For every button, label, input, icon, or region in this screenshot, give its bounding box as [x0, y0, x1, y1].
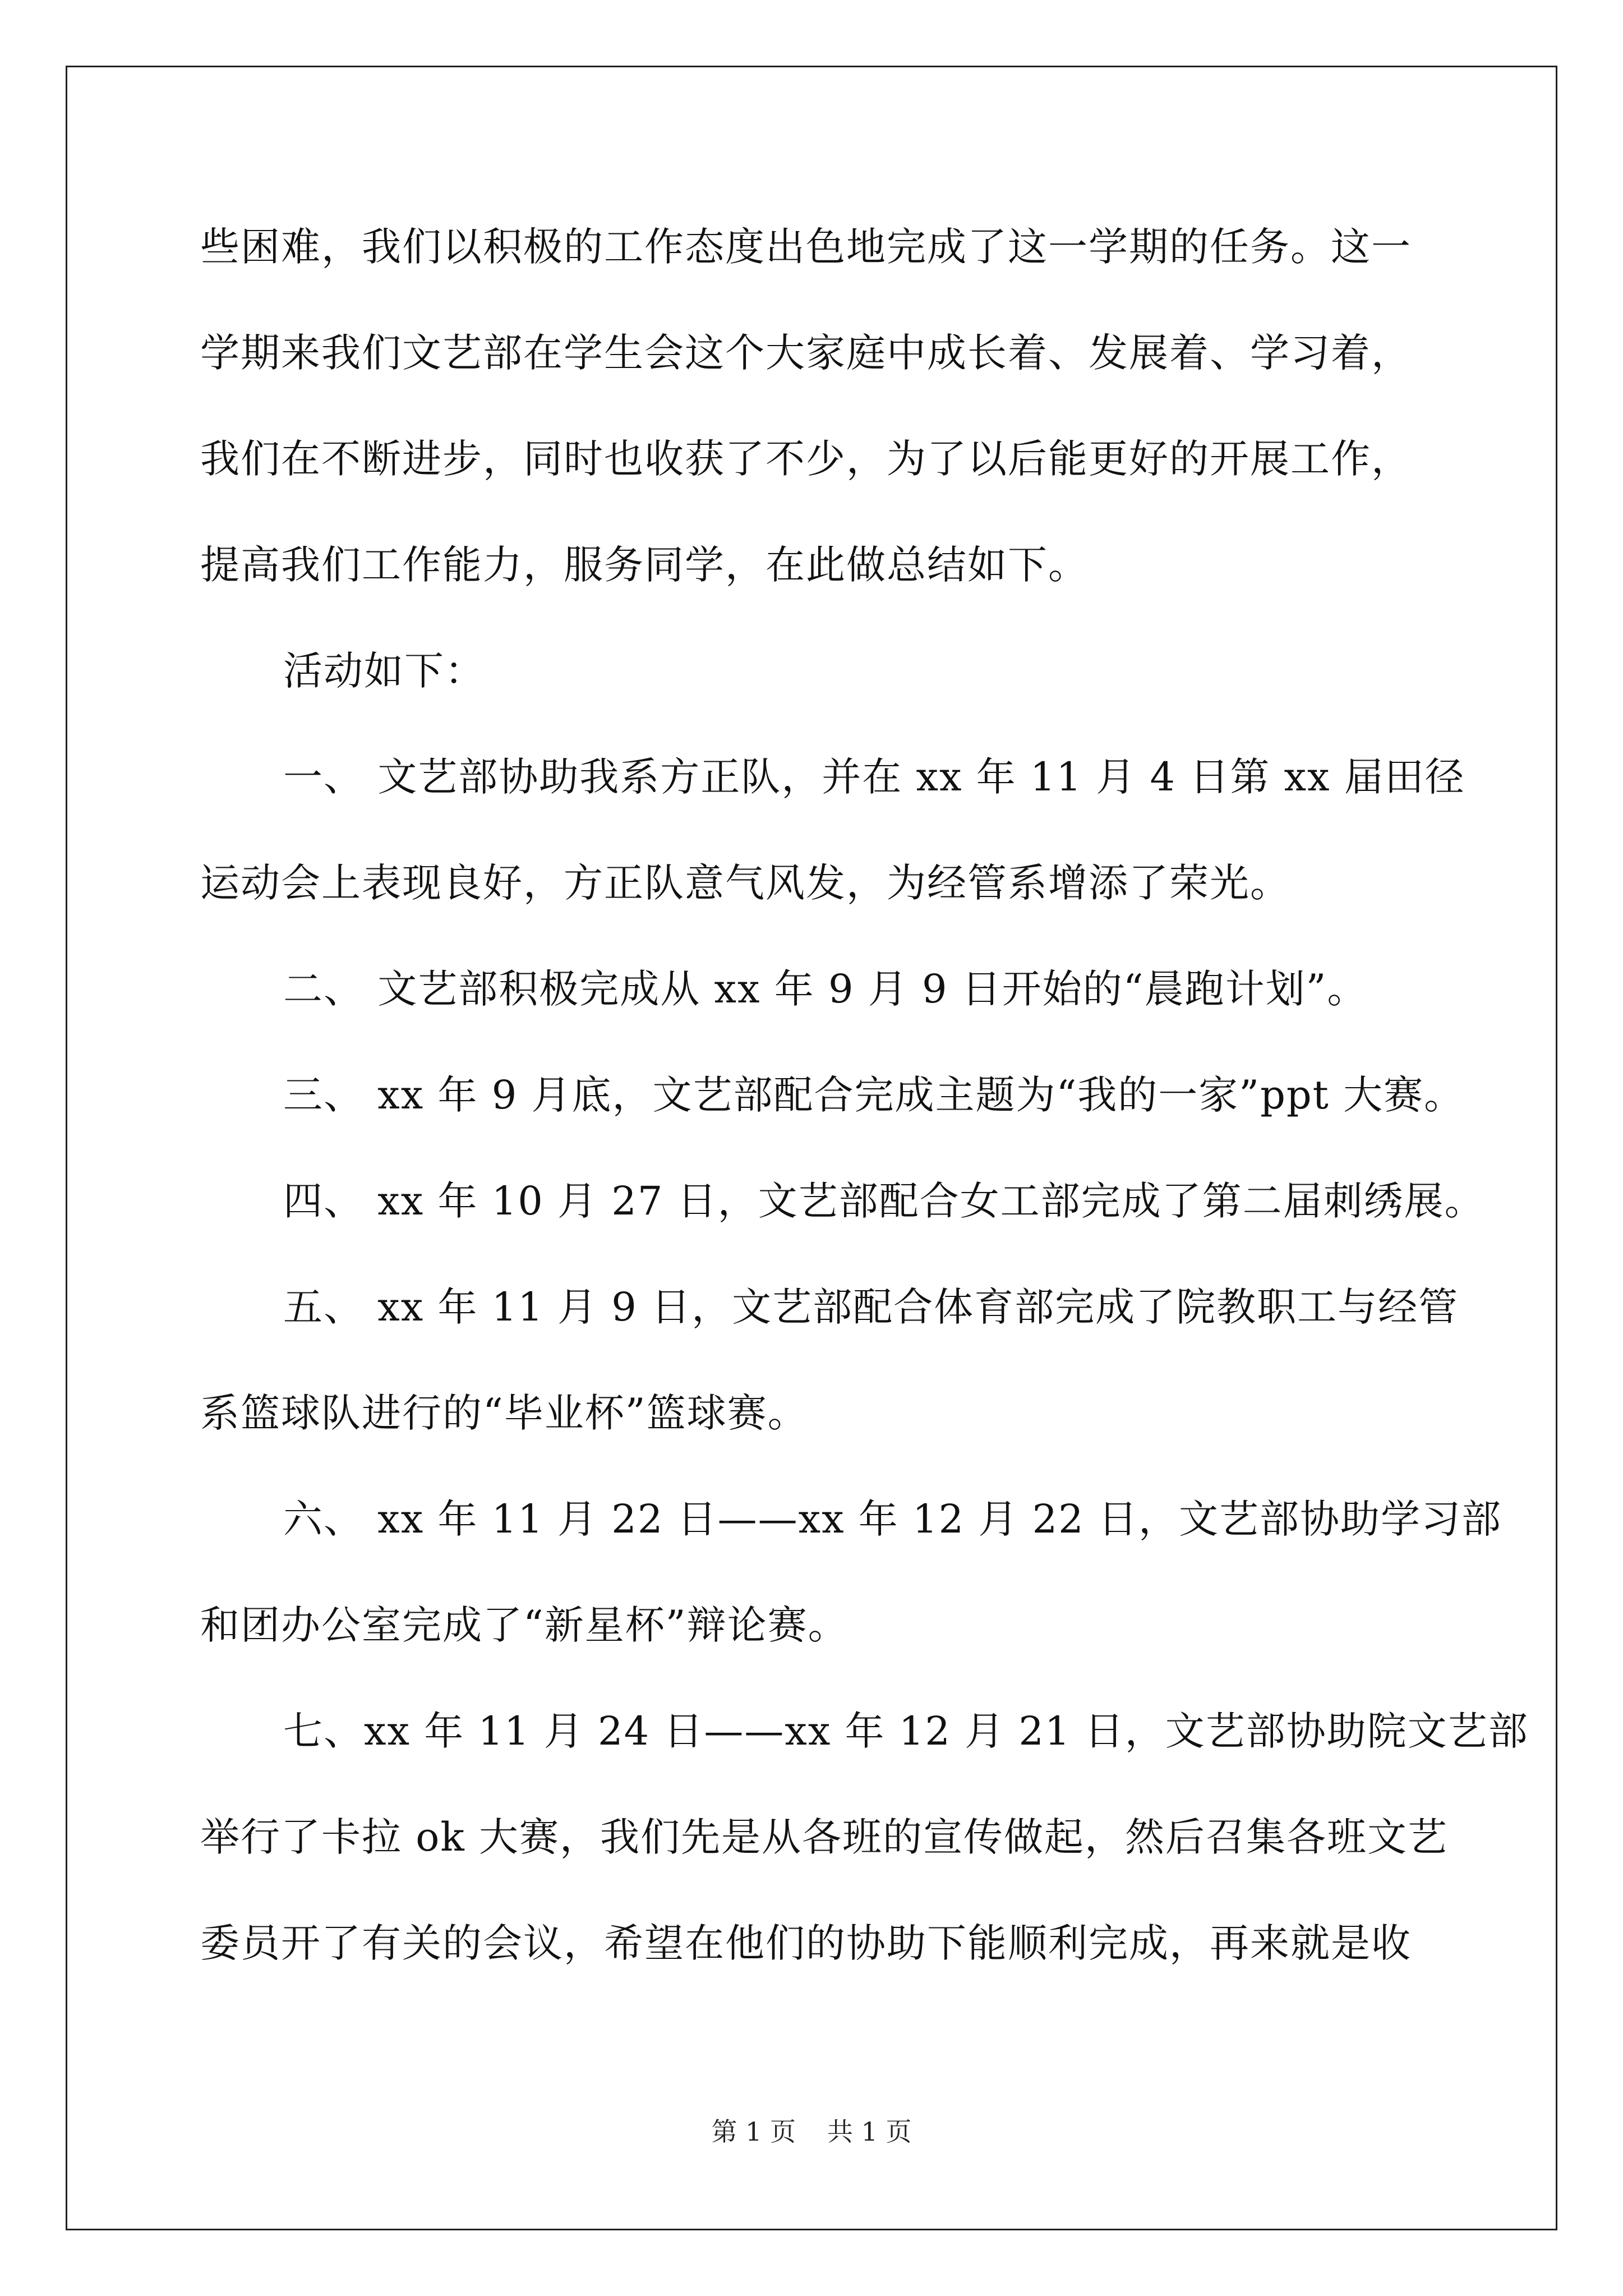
text-line: 学期来我们文艺部在学生会这个大家庭中成长着、发展着、学习着， [200, 330, 1412, 376]
text-line: 我们在不断进步，同时也收获了不少，为了以后能更好的开展工作， [200, 436, 1412, 482]
list-item: 三、 xx 年 9 月底，文艺部配合完成主题为“我的一家”ppt 大赛。 [283, 1072, 1465, 1118]
list-item: 五、 xx 年 11 月 9 日，文艺部配合体育部完成了院教职工与经管 [283, 1284, 1459, 1330]
section-heading: 活动如下： [283, 648, 485, 694]
text-line: 和团办公室完成了“新星杯”辩论赛。 [200, 1602, 849, 1648]
list-item: 四、 xx 年 10 月 27 日，文艺部配合女工部完成了第二届刺绣展。 [283, 1178, 1485, 1224]
page-footer [0, 2115, 1623, 2148]
text-line: 些困难，我们以积极的工作态度出色地完成了这一学期的任务。这一 [200, 224, 1412, 270]
page-border [66, 66, 1557, 2230]
page-number-current: 第 1 页 [711, 2116, 796, 2147]
page-number-total: 共 1 页 [827, 2116, 912, 2147]
text-line: 运动会上表现良好，方正队意气风发，为经管系增添了荣光。 [200, 860, 1290, 906]
list-item: 六、 xx 年 11 月 22 日——xx 年 12 月 22 日，文艺部协助学习部 [283, 1496, 1502, 1542]
text-line: 委员开了有关的会议，希望在他们的协助下能顺利完成，再来就是收 [200, 1920, 1412, 1966]
text-line: 系篮球队进行的“毕业杯”篮球赛。 [200, 1390, 808, 1436]
text-line: 提高我们工作能力，服务同学，在此做总结如下。 [200, 542, 1089, 588]
list-item: 一、 文艺部协助我系方正队，并在 xx 年 11 月 4 日第 xx 届田径 [283, 754, 1465, 800]
text-line: 举行了卡拉 ok 大赛，我们先是从各班的宣传做起，然后召集各班文艺 [200, 1814, 1449, 1860]
list-item: 七、xx 年 11 月 24 日——xx 年 12 月 21 日，文艺部协助院文艺部 [283, 1708, 1529, 1754]
list-item: 二、 文艺部积极完成从 xx 年 9 月 9 日开始的“晨跑计划”。 [283, 966, 1368, 1012]
